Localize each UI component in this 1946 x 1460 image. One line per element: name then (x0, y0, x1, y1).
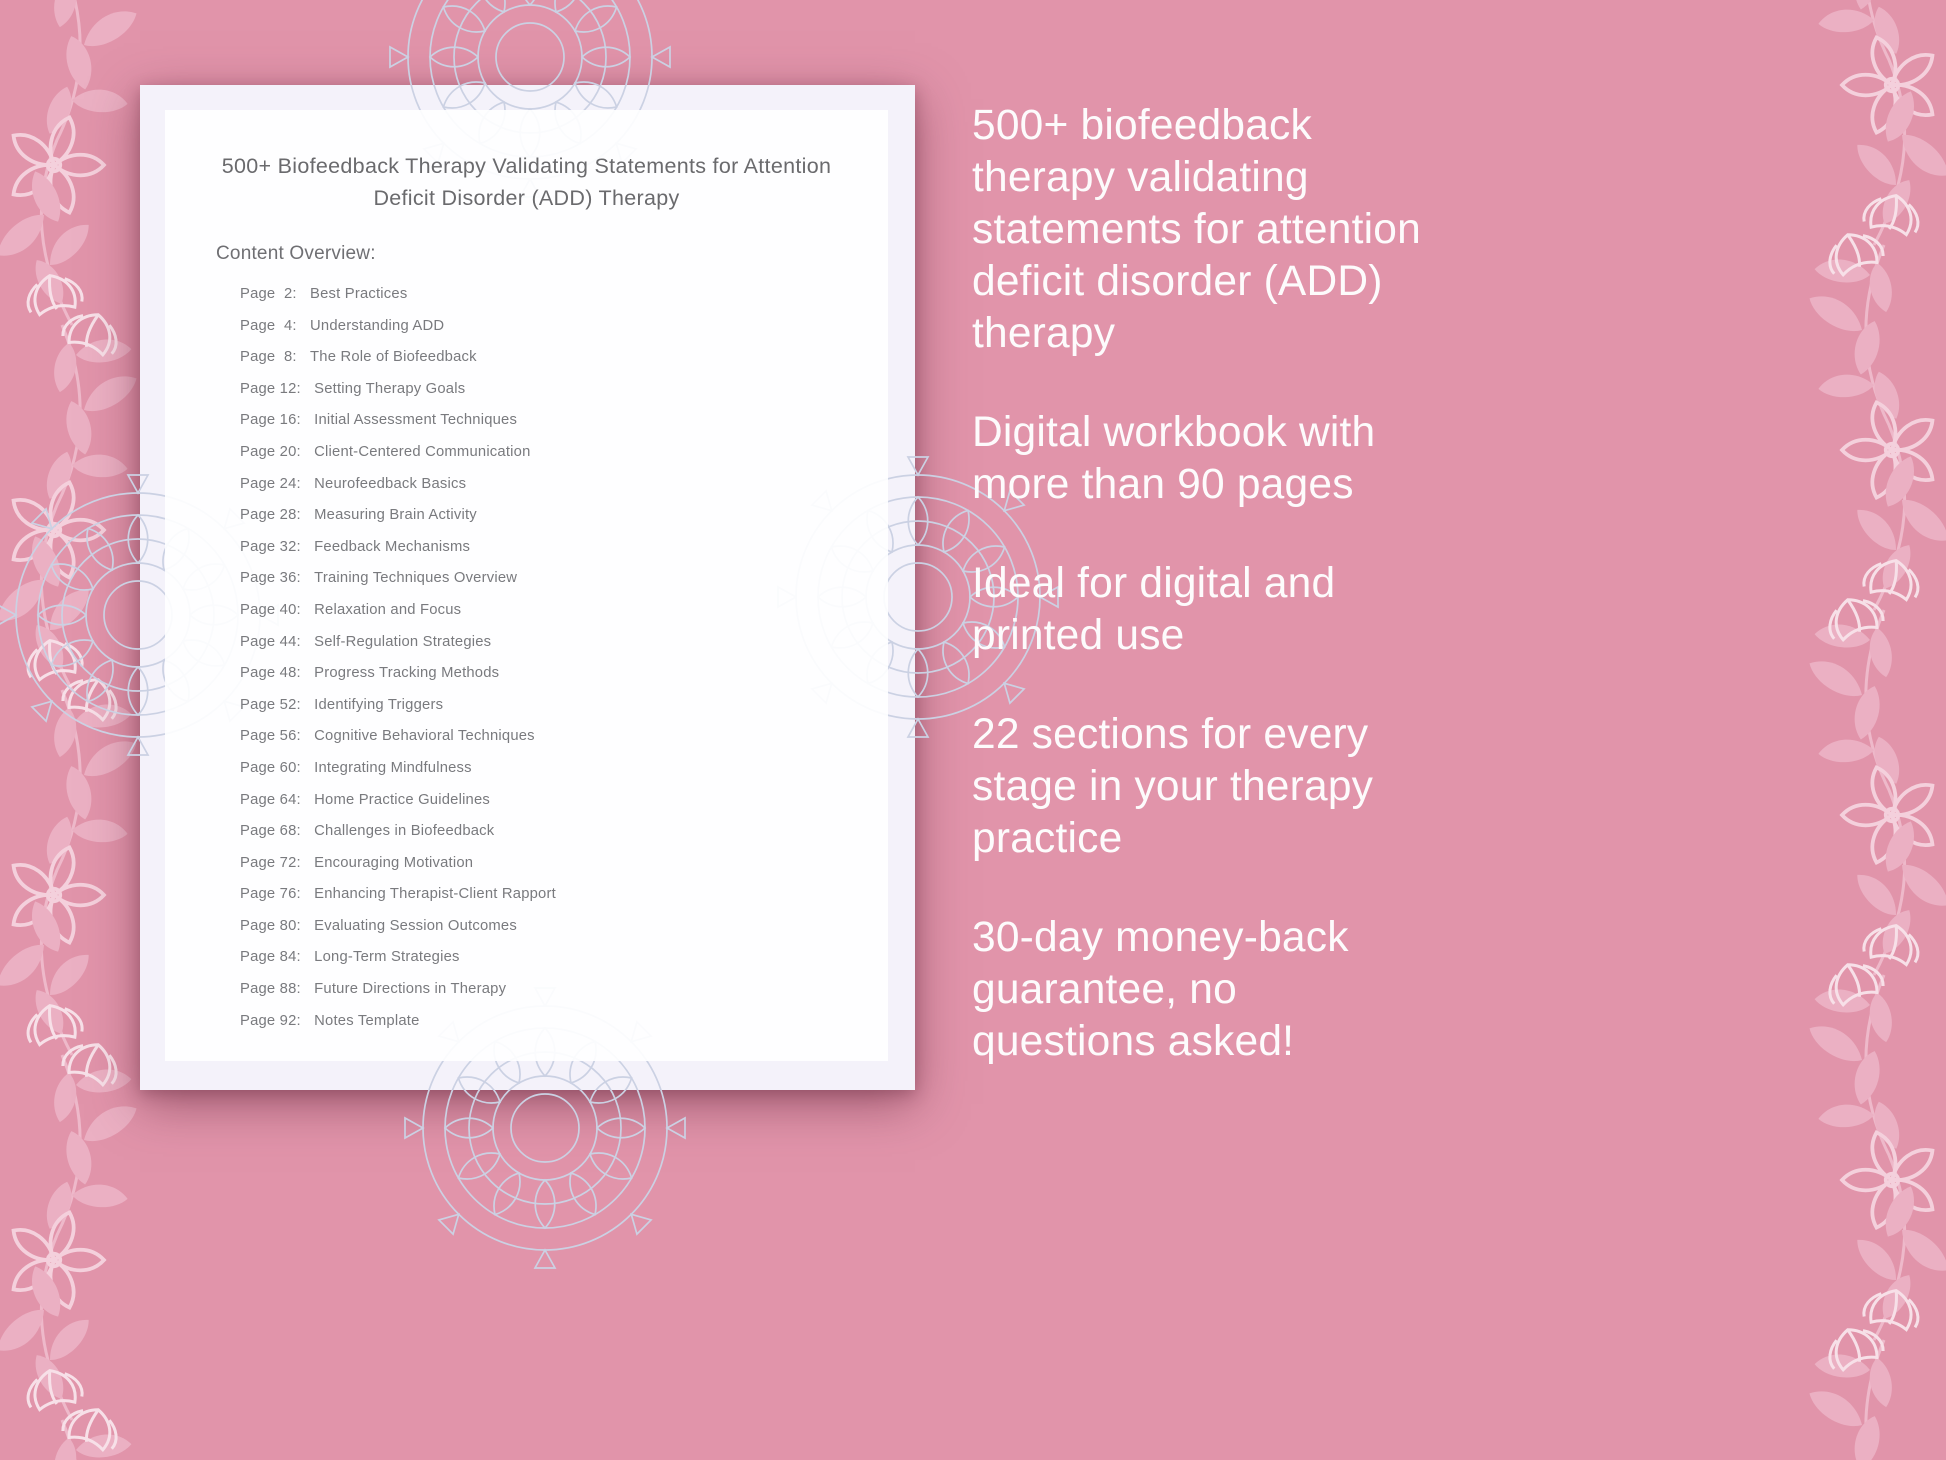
toc-page-label: Page 80: (240, 917, 301, 934)
toc-item (240, 532, 888, 564)
toc-page-label: Page 8: (240, 349, 297, 366)
toc-item-title: Training Techniques Overview (314, 570, 518, 587)
toc-item (240, 595, 888, 627)
content-overview-heading: Content Overview: (216, 243, 376, 264)
toc-item-title: The Role of Biofeedback (310, 349, 477, 366)
toc-item (240, 563, 888, 595)
toc-item-title: Encouraging Motivation (314, 854, 474, 871)
toc-item-title: Neurofeedback Basics (314, 475, 467, 492)
toc-item-title: Integrating Mindfulness (314, 759, 472, 776)
toc-item (240, 627, 888, 659)
document-page (165, 110, 888, 1061)
toc-page-label: Page 2: (240, 286, 297, 302)
marketing-point-4: 22 sections for every stage in your therapy practice (972, 711, 1374, 862)
toc-item-title: Evaluating Session Outcomes (314, 917, 517, 934)
toc-page-label: Page 72: (240, 854, 301, 871)
toc-page-label: Page 64: (240, 791, 301, 808)
toc-item (240, 342, 888, 374)
toc-item (240, 405, 888, 437)
toc-item-title: Best Practices (310, 286, 408, 302)
toc-page-label: Page 28: (240, 507, 301, 524)
toc-item (240, 879, 888, 911)
toc-page-label: Page 88: (240, 981, 301, 998)
toc-item-title: Feedback Mechanisms (314, 538, 471, 555)
toc-item-title: Enhancing Therapist-Client Rapport (314, 886, 556, 903)
toc-item-title: Identifying Triggers (314, 696, 444, 713)
marketing-point-2: Digital workbook with more than 90 pages (972, 409, 1376, 508)
toc-item (240, 911, 888, 943)
toc-list (240, 279, 888, 1037)
toc-page-label: Page 24: (240, 475, 301, 492)
toc-item-title: Notes Template (314, 1012, 420, 1029)
toc-page-label: Page 84: (240, 949, 301, 966)
marketing-point-3: Ideal for digital and printed use (972, 560, 1336, 659)
toc-item (240, 848, 888, 880)
toc-page-label: Page 44: (240, 633, 301, 650)
toc-page-label: Page 4: (240, 317, 297, 334)
toc-item (240, 816, 888, 848)
marketing-point-5: 30-day money-back guarantee, no questions asked! (972, 914, 1349, 1065)
toc-item (240, 279, 888, 311)
toc-page-label: Page 20: (240, 443, 301, 460)
toc-item-title: Progress Tracking Methods (314, 665, 500, 682)
toc-page-label: Page 60: (240, 759, 301, 776)
toc-page-label: Page 68: (240, 823, 301, 840)
toc-item-title: Client-Centered Communication (314, 443, 531, 460)
toc-page-label: Page 76: (240, 886, 301, 903)
toc-item-title: Self-Regulation Strategies (314, 633, 492, 650)
toc-page-label: Page 92: (240, 1012, 301, 1029)
toc-page-label: Page 12: (240, 380, 301, 397)
toc-page-label: Page 16: (240, 412, 301, 429)
toc-item (240, 1006, 888, 1038)
toc-page-label: Page 52: (240, 696, 301, 713)
toc-page-label: Page 48: (240, 665, 301, 682)
toc-item (240, 437, 888, 469)
workbook-preview (140, 85, 915, 1090)
toc-item (240, 374, 888, 406)
toc-item-title: Measuring Brain Activity (314, 507, 477, 524)
marketing-point-1: 500+ biofeedback therapy validating statements for attention deficit disorder (ADD) therapy (972, 102, 1421, 357)
toc-page-label: Page 32: (240, 538, 301, 555)
toc-item (240, 753, 888, 785)
toc-item-title: Understanding ADD (310, 317, 445, 334)
toc-item-title: Cognitive Behavioral Techniques (314, 728, 535, 745)
toc-page-label: Page 40: (240, 601, 301, 618)
toc-item (240, 469, 888, 501)
floral-border-left (0, 0, 162, 1460)
toc-item-title: Relaxation and Focus (314, 601, 462, 618)
toc-item-title: Setting Therapy Goals (314, 380, 466, 397)
toc-item (240, 721, 888, 753)
toc-item-title: Home Practice Guidelines (314, 791, 491, 808)
toc-item (240, 785, 888, 817)
document-title: 500+ Biofeedback Therapy Validating Statements for Attention Deficit Disorder (ADD) Therapy (221, 154, 832, 210)
toc-page-label: Page 36: (240, 570, 301, 587)
toc-item (240, 658, 888, 690)
toc-item (240, 500, 888, 532)
toc-item (240, 974, 888, 1006)
marketing-copy (972, 100, 1424, 1115)
toc-item-title: Future Directions in Therapy (314, 981, 507, 998)
toc-item-title: Long-Term Strategies (314, 949, 460, 966)
toc-item-title: Challenges in Biofeedback (314, 823, 495, 840)
toc-item (240, 690, 888, 722)
toc-item-title: Initial Assessment Techniques (314, 412, 518, 429)
floral-border-right (1784, 0, 1946, 1460)
toc-page-label: Page 56: (240, 728, 301, 745)
toc-item (240, 311, 888, 343)
toc-item (240, 942, 888, 974)
